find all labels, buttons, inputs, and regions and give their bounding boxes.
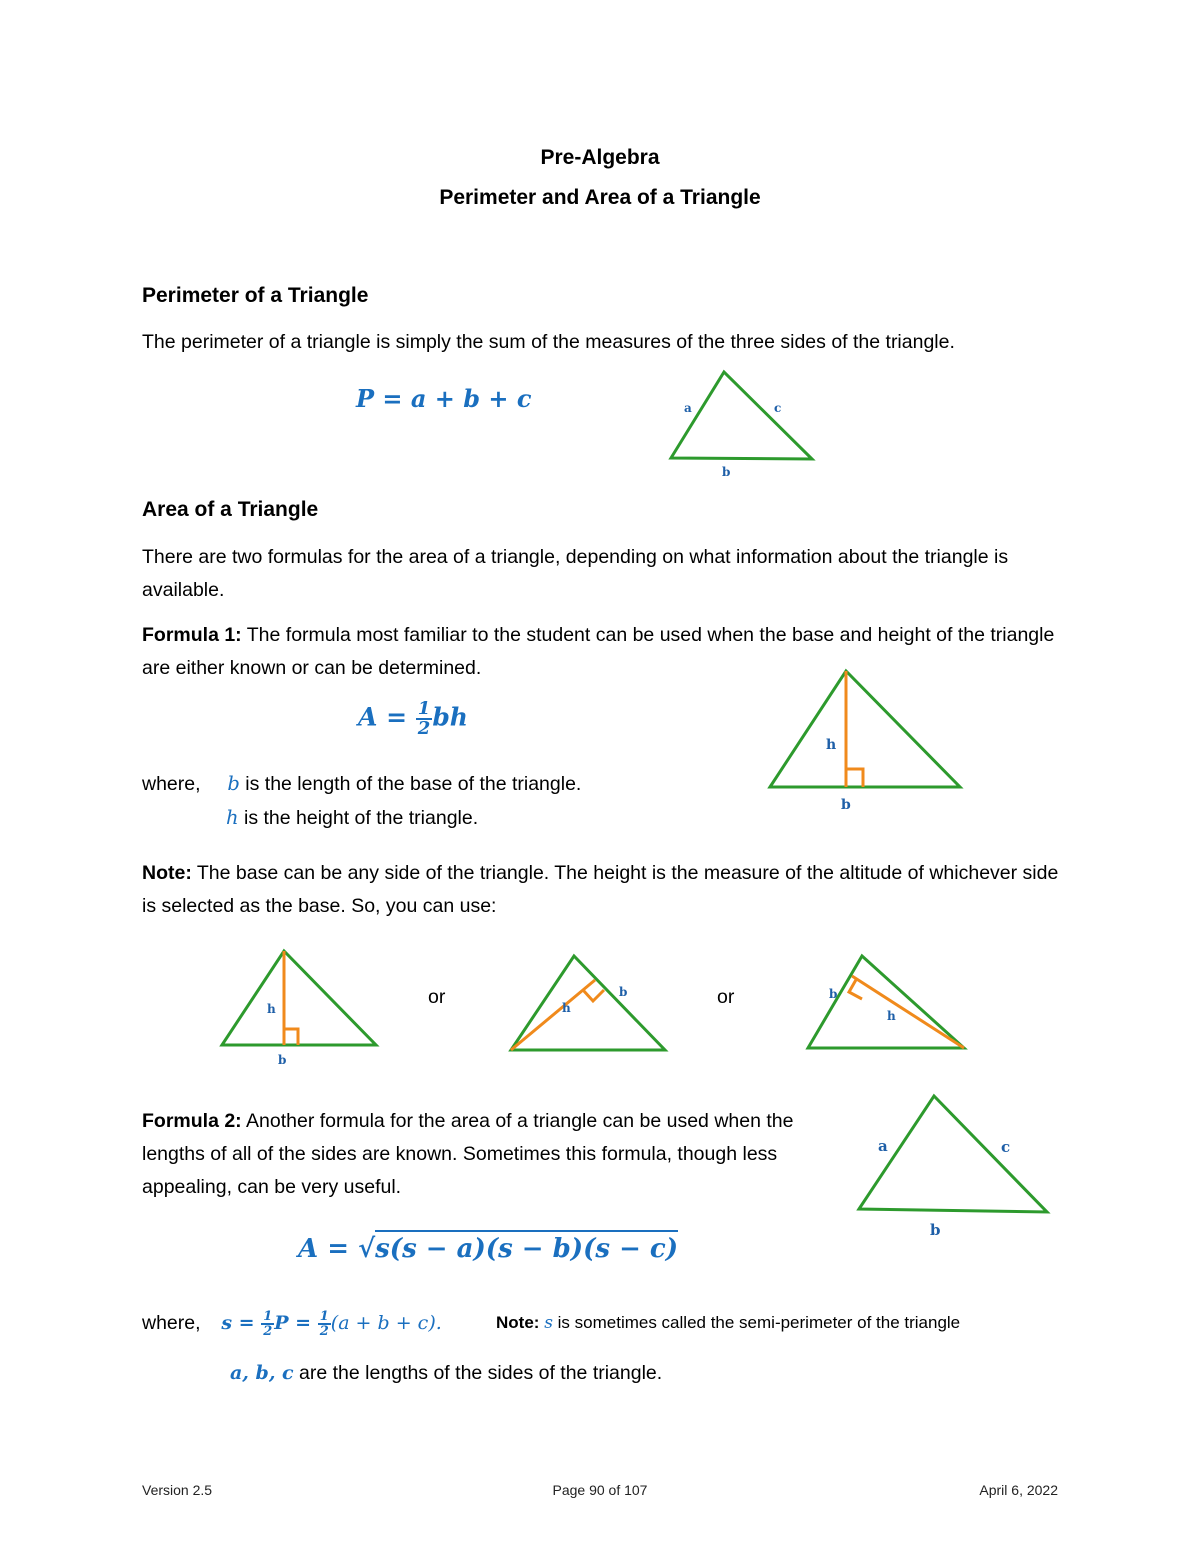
formula1-text: The formula most familiar to the student can be used when the base and height of the triangle are either known or can be determined. bbox=[142, 624, 1055, 679]
label-b: b bbox=[278, 1053, 287, 1067]
formula2-where-abc bbox=[230, 1357, 662, 1390]
formula2-triangle-diagram bbox=[850, 1085, 1060, 1245]
s-def-lhs: s = bbox=[221, 1312, 255, 1334]
fraction-denominator: 2 bbox=[263, 1324, 273, 1339]
label-h: h bbox=[267, 1002, 276, 1016]
formula2-text: Another formula for the area of a triangle can be used when the lengths of all of the sides are known. Sometimes this formula, though less appealing, can be very useful. bbox=[142, 1110, 794, 1198]
formula1-triangle bbox=[770, 671, 960, 787]
semi-perimeter-note bbox=[496, 1313, 960, 1333]
label-b: b bbox=[619, 985, 628, 999]
formula1-label: Formula 1: bbox=[142, 624, 242, 646]
formula1-lhs: A = bbox=[358, 702, 408, 732]
abc-description: are the lengths of the sides of the triangle. bbox=[293, 1362, 663, 1384]
formula1-rhs: bh bbox=[432, 702, 468, 732]
formula2-where-s bbox=[142, 1307, 442, 1340]
b-description: is the length of the base of the triangle. bbox=[239, 773, 582, 795]
var-b: b bbox=[227, 772, 240, 795]
label-b: b bbox=[829, 987, 838, 1001]
fraction-denominator: 2 bbox=[417, 718, 431, 739]
right-angle-mark bbox=[583, 990, 604, 1001]
fraction-numerator: 1 bbox=[263, 1309, 273, 1324]
label-b: b bbox=[930, 1221, 941, 1239]
formula2-radicand: s(s − a)(s − b)(s − c) bbox=[375, 1230, 678, 1264]
label-a: a bbox=[878, 1137, 888, 1155]
label-h: h bbox=[887, 1009, 896, 1023]
note-label: Note: bbox=[142, 862, 192, 884]
s-definition bbox=[221, 1309, 442, 1339]
footer-date: April 6, 2022 bbox=[979, 1482, 1058, 1498]
formula2-lhs: A = bbox=[298, 1234, 350, 1264]
note-triangle-3 bbox=[800, 950, 975, 1060]
right-angle-mark bbox=[284, 1029, 298, 1045]
perimeter-triangle-diagram bbox=[660, 365, 830, 480]
var-h: h bbox=[226, 806, 239, 829]
or-text-2: or bbox=[717, 986, 735, 1008]
sqrt-icon: √ bbox=[358, 1234, 376, 1264]
var-s: s bbox=[544, 1313, 553, 1333]
fraction-denominator: 2 bbox=[319, 1324, 329, 1339]
topic-title: Perimeter and Area of a Triangle bbox=[439, 186, 761, 209]
semi-note-text: is sometimes called the semi-perimeter of the triangle bbox=[552, 1313, 961, 1332]
triangle-2 bbox=[511, 956, 665, 1050]
s-fraction-2 bbox=[318, 1310, 331, 1338]
perimeter-heading: Perimeter of a Triangle bbox=[142, 284, 369, 307]
formula2-equation bbox=[298, 1234, 678, 1264]
label-b: b bbox=[722, 465, 731, 479]
label-h: h bbox=[826, 737, 837, 753]
label-b: b bbox=[841, 797, 851, 813]
right-angle-mark bbox=[846, 769, 863, 787]
formula1-equation bbox=[358, 700, 468, 738]
formula1-triangle-diagram bbox=[760, 665, 970, 825]
var-abc: a, b, c bbox=[230, 1362, 294, 1384]
footer-page-number: Page 90 of 107 bbox=[552, 1482, 648, 1498]
area-intro: There are two formulas for the area of a triangle, depending on what information about the triangle is available. bbox=[142, 546, 1009, 601]
perimeter-text: The perimeter of a triangle is simply the sum of the measures of the three sides of the triangle. bbox=[142, 331, 955, 353]
s-fraction-1 bbox=[261, 1310, 274, 1338]
height-line bbox=[511, 980, 595, 1050]
s-def-mid: P = bbox=[274, 1312, 312, 1334]
formula2-paragraph bbox=[142, 1105, 842, 1204]
area-heading: Area of a Triangle bbox=[142, 498, 319, 521]
perimeter-formula: P = a + b + c bbox=[356, 384, 532, 413]
label-c: c bbox=[1001, 1138, 1011, 1156]
course-title: Pre-Algebra bbox=[540, 146, 660, 169]
formula1-where-b bbox=[142, 767, 581, 801]
label-c: c bbox=[774, 401, 782, 415]
s-def-rhs: (a + b + c). bbox=[330, 1312, 442, 1334]
fraction-numerator: 1 bbox=[417, 698, 431, 719]
note-triangle-2 bbox=[505, 950, 675, 1060]
note-triangle-1 bbox=[212, 945, 387, 1070]
perimeter-triangle bbox=[671, 372, 812, 459]
label-a: a bbox=[684, 401, 692, 415]
where-label: where, bbox=[142, 1312, 201, 1334]
h-description: is the height of the triangle. bbox=[238, 807, 479, 829]
label-h: h bbox=[562, 1001, 571, 1015]
formula1-where-h bbox=[226, 801, 478, 835]
fraction-numerator: 1 bbox=[319, 1309, 329, 1324]
semi-note-label: Note: bbox=[496, 1313, 540, 1332]
or-text-1: or bbox=[428, 986, 446, 1008]
footer-version: Version 2.5 bbox=[142, 1482, 213, 1498]
note-text: The base can be any side of the triangle. The height is the measure of the altitude of whichever side is selected as the base. So, you can use: bbox=[142, 862, 1059, 917]
note-paragraph bbox=[142, 857, 1062, 923]
formula1-fraction bbox=[416, 700, 433, 738]
height-line bbox=[852, 976, 964, 1048]
where-label: where, bbox=[142, 773, 201, 795]
formula2-label: Formula 2: bbox=[142, 1110, 242, 1132]
